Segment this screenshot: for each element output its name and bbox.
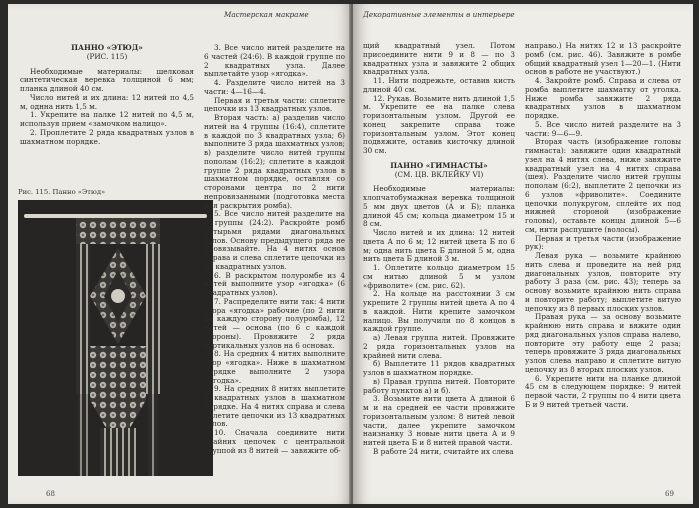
article-subtitle: (РИС. 115) bbox=[86, 51, 128, 61]
left-page bbox=[8, 4, 351, 504]
paragraph: 5. Все число нитей разделите на 2 группы (24:2). Раскройте ромб четырьмя рядами диагональных узлов. Основу предыдущего ряда не провязывайте. На 4 нитях основ справа и слева сплетите цепочки из 14 квадратных узлов. bbox=[204, 209, 345, 271]
paragraph: 12. Рукав. Возьмите нить длиной 1,5 м. Укрепите ее на палке слева горизонтальным узлом. Другой ее конец закрепите справа тоже горизонтальным узлом. Этот конец подвяжите, оставив кисточку длиной 30 см. bbox=[363, 93, 515, 155]
paragraph: Вторая часть: а) разделив число нитей на 4 группы (16:4), сплетите в каждой по 3 квадратных узла; б) выполните 3 ряда шахматных узлов; в) разделите число нитей группы пополам (16:2); сплетите в каждой группе 2 ряда квадратных узлов в шахматном порядке, оставляя со сторонами центра по 2 нити непровязанными (подготовка места для раскрытия ромба). bbox=[204, 113, 345, 210]
paragraph: а) Левая группа нитей. Провяжите 2 ряда горизонтальных узлов на крайней нити слева. bbox=[363, 333, 515, 360]
paragraph: 3. Все число нитей разделите на 6 частей (24:6). В каждой группе по 2 квадратных узла. Далее выплетайте узор «ягодка». bbox=[204, 44, 345, 79]
left-column-2 bbox=[204, 44, 345, 492]
paragraph: 11. Нити подрежьте, оставив кисть длиной 40 см. bbox=[363, 76, 515, 94]
paragraph: Необходимые материалы: шелковая синтетическая веревка толщиной 6 мм; планка длиной 40 см. bbox=[20, 66, 194, 93]
right-column-2 bbox=[525, 42, 681, 490]
paragraph: щий квадратный узел. Потом присоедините нити 9 и 8 — по 3 квадратных узла и завяжите 2 общих квадратных узла. bbox=[363, 42, 515, 77]
paragraph: Вторая часть (изображение головы гимнаста): завяжите один квадратный узел на 4 нитях слева, ниже завяжите квадратный узел на 4 нитях справа (шея). Разделите число нитей группы пополам (6:2), выплетите 2 цепочки из 6 узлов «фриволите». Соедините цепочки полукругом, сплейте их под нижней стороной (изображение головы), оставьте концы длиной 5—6 см, нити распушите (волосы). bbox=[525, 137, 681, 234]
paragraph: Левая рука — возьмите крайнюю нить слева и проведите на ней ряд диагональных узлов, повторите эту работу 3 раза (см. рис. 43); теперь за основу возьмите крайнюю нить справа и повторите работу; выплетите витую цепочку из 8 первых плоских узлов. bbox=[525, 251, 681, 313]
paragraph: 6. В раскрытом полуромбе из 4 нитей выполните узор «ягодка» (6 квадратных узлов). bbox=[204, 270, 345, 297]
paragraph: 1. Оплетите кольцо диаметром 15 см нитью длиной 5 м узлом «фриволите» (см. рис. 62). bbox=[363, 263, 515, 290]
paragraph: Число нитей и их длина: 12 нитей по 4,5 м, однна нить 1,5 м. bbox=[20, 92, 194, 111]
right-running-head: Декоративные элементы в интерьере bbox=[363, 10, 515, 19]
figure-caption: Рис. 115. Панно «Этюд» bbox=[18, 188, 106, 196]
page-number: 69 bbox=[665, 490, 674, 498]
paragraph: 4. Закройте ромб. Справа и слева от ромба выплетите шахматку от уголка. Ниже ромба завяжите 2 ряда квадратных узлов в шахматном порядке. bbox=[525, 76, 681, 120]
paragraph: Первая и третья части: сплетите цепочки из 13 квадратных узлов. bbox=[204, 95, 345, 114]
paragraph: Необходимые материалы: хлопчатобумажная веревка толщиной 5 мм двух цветов (А и Б); планка длиной 45 см; кольца диаметром 15 и 8 см. bbox=[363, 184, 515, 229]
paragraph: 2. Проплетите 2 ряда квадратных узлов в шахматном порядке. bbox=[20, 127, 194, 146]
right-column-1 bbox=[363, 42, 515, 490]
paragraph: б) Выплетите 11 рядов квадратных узлов в шахматном порядке. bbox=[363, 359, 515, 377]
paragraph: 10. Сначала соедините нити крайних цепочек с центральной группой из 8 нитей — завяжите об- bbox=[204, 428, 345, 455]
article-title: ПАННО «ЭТЮД» bbox=[71, 44, 143, 52]
paragraph: 6. Укрепите нити на планке длиной 45 см в следующем порядке: 9 нитей первой части, 2 группы по 4 нити цвета Б и 9 нитей третьей части. bbox=[525, 373, 681, 409]
paragraph: 2. На кольце на расстоянии 3 см укрепите 2 группы нитей цвета А по 4 в каждой. Нити крепите замочком налицо. Вы получили по 8 концов в каждой группе. bbox=[363, 289, 515, 334]
paragraph: В работе 24 нити, считайте их слева bbox=[373, 446, 514, 456]
article-subtitle: (СМ. ЦВ. ВКЛЕЙКУ VI) bbox=[394, 169, 484, 179]
left-column-1 bbox=[20, 44, 194, 184]
right-page bbox=[353, 4, 693, 504]
paragraph: 5. Все число нитей разделите на 3 части: 9—6—9. bbox=[525, 119, 681, 138]
paragraph: 8. На средних 4 нитях выполните узор «ягодка». Ниже в шахматном порядке выполните 2 узора «ягодка». bbox=[204, 349, 345, 385]
paragraph: 9. На средних 8 нитях выплетите 9 квадратных узлов в шахматном порядке. На 4 нитях справа и слева сплетите цепочки из 13 квадратных узлов. bbox=[204, 384, 345, 429]
paragraph: в) Правая группа нитей. Повторите работу пунктов а) и б). bbox=[363, 376, 515, 395]
paragraph: 3. Возьмите нити цвета А длиной 6 м и на средней ее части провяжите горизонтальным узлом: 8 нитей левой части, далее укрепите замочком наизнанку 3 новые нити цвета А и 9 нитей цвета Б и 8 нитей правой части. bbox=[363, 394, 515, 447]
paragraph: направо.) На нитях 12 и 13 раскройте ромб (см. рис. 46). Завяжите в ромбе общий квадратный узел 1—20—1. (Нити основ в работе не участвуют.) bbox=[525, 42, 681, 77]
paragraph: Первая и третья части (изображение рук): bbox=[525, 233, 681, 252]
paragraph: Число нитей и их длина: 12 нитей цвета А по 6 м; 12 нитей цвета Б по 6 м; одна нить цвета Б длиной 5 м, одна нить цвета Б длиной 3 м. bbox=[363, 228, 515, 264]
paragraph: 1. Укрепите на палке 12 нитей по 4,5 м, используя прием «замочком налицо». bbox=[20, 110, 194, 128]
left-running-head: Мастерская макраме bbox=[224, 10, 309, 19]
page-number: 68 bbox=[46, 490, 55, 498]
paragraph: 7. Распределите нити так: 4 нити узора «ягодка» рабочие (по 2 нити на каждую сторону полуромба), 12 нитей — основа (по 6 с каждой стороны). Провяжите 2 ряда вертикальных узлов на 6 основах. bbox=[204, 296, 345, 350]
paragraph: Правая рука — за основу возьмите крайнюю нить справа и вяжите один ряд диагональных узлов справа налево, повторите эту работу еще 2 раза; теперь провяжите 3 ряда диагональных узлов слева направо и сплетите витую цепочку из 8 вторых плоских узлов. bbox=[525, 312, 681, 374]
paragraph: 4. Разделите число нитей на 3 части: 4—16—4. bbox=[204, 78, 345, 96]
macrame-panel-photo bbox=[18, 200, 213, 476]
article-title: ПАННО «ГИМНАСТЫ» bbox=[390, 160, 488, 170]
